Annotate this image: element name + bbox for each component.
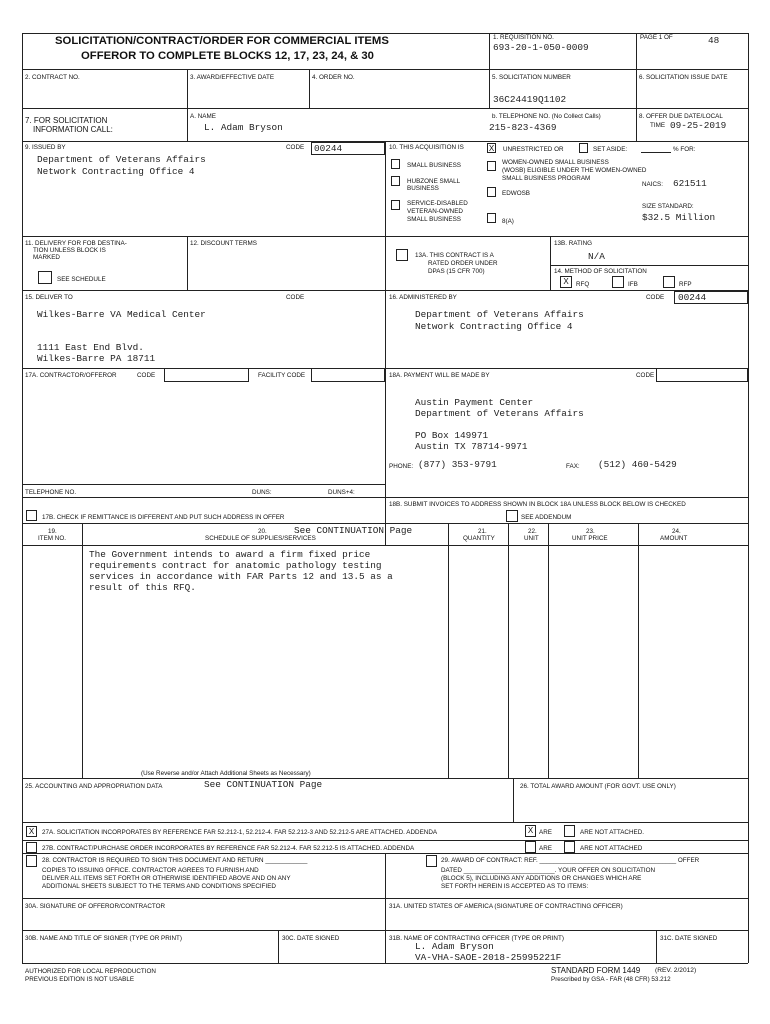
payment-code-label: CODE <box>636 372 655 379</box>
solicitation-issue-date-label: 6. SOLICITATION ISSUE DATE <box>639 74 728 81</box>
footer-prescribed: Prescribed by GSA - FAR (48 CFR) 53.212 <box>551 976 671 983</box>
ifb-label: IFB <box>628 281 638 288</box>
see-addendum-checkbox[interactable] <box>506 510 518 522</box>
block29-checkbox[interactable] <box>426 855 437 867</box>
page-total: 48 <box>708 35 720 46</box>
set-aside-label: SET ASIDE: <box>593 146 628 153</box>
offeror-date-signed-label: 30C. DATE SIGNED <box>282 935 340 942</box>
contact-name-value: L. Adam Bryson <box>204 122 283 133</box>
unrestricted-label: UNRESTRICTED OR <box>503 146 564 153</box>
co-name-line1: L. Adam Bryson <box>415 941 494 952</box>
delivery-fob-label-2: TION UNLESS BLOCK IS <box>33 247 106 254</box>
block27a-are-checkbox[interactable]: X <box>525 825 536 837</box>
payment-line4: Austin TX 78714-9971 <box>415 441 528 452</box>
hubzone-checkbox[interactable] <box>391 176 400 186</box>
signature-co-label: 31A. UNITED STATES OF AMERICA (SIGNATURE OF CONTRACTING OFFICER) <box>389 903 623 910</box>
acquisition-label: 10. THIS ACQUISITION IS <box>389 144 464 151</box>
rated-order-checkbox[interactable] <box>396 249 408 261</box>
signer-name-label: 30B. NAME AND TITLE OF SIGNER (TYPE OR PRINT) <box>25 935 182 942</box>
set-aside-checkbox[interactable] <box>579 143 588 153</box>
block27a-not-attached-label: ARE NOT ATTACHED. <box>580 829 645 836</box>
payment-phone-value: (877) 353-9791 <box>418 459 497 470</box>
wosb-label-3: SMALL BUSINESS PROGRAM <box>502 175 591 182</box>
telephone-label: b. TELEPHONE NO. (No Collect Calls) <box>492 113 601 120</box>
schedule-note: (Use Reverse and/or Attach Additional Sheets as Necessary) <box>141 770 311 777</box>
form-title-line1: SOLICITATION/CONTRACT/ORDER FOR COMMERCIAL ITEMS <box>55 35 389 47</box>
accounting-value: See CONTINUATION Page <box>204 779 323 790</box>
eight-a-checkbox[interactable] <box>487 213 496 223</box>
total-award-label: 26. TOTAL AWARD AMOUNT (FOR GOVT. USE ONLY) <box>520 783 676 790</box>
size-standard-label: SIZE STANDARD: <box>642 203 694 210</box>
information-call-label: INFORMATION CALL: <box>33 125 113 134</box>
co-name-line2: VA-VHA-SAOE-2018-25995221F <box>415 952 562 963</box>
administered-by-line2: Network Contracting Office 4 <box>415 321 573 332</box>
block29-line4: SET FORTH HEREIN IS ACCEPTED AS TO ITEMS: <box>441 883 589 890</box>
offer-due-time-label: TIME <box>650 122 666 129</box>
method-solicitation-label: 14. METHOD OF SOLICITATION <box>554 268 647 275</box>
hubzone-label-1: HUBZONE SMALL <box>407 178 461 185</box>
duns-label: DUNS: <box>252 489 272 496</box>
block27b-label: 27B. CONTRACT/PURCHASE ORDER INCORPORATES BY REFERENCE FAR 52.212-4. FAR 52.212-5 IS ATTACHED. ADDENDA <box>42 845 415 852</box>
submit-invoices-label: 18B. SUBMIT INVOICES TO ADDRESS SHOWN IN BLOCK 18A UNLESS BLOCK BELOW IS CHECKED <box>389 501 686 508</box>
award-date-label: 3. AWARD/EFFECTIVE DATE <box>190 74 275 81</box>
wosb-checkbox[interactable] <box>487 161 496 171</box>
offer-due-label: 8. OFFER DUE DATE/LOCAL <box>639 113 723 120</box>
col23-num: 23. <box>586 528 595 535</box>
issued-by-label: 9. ISSUED BY <box>25 144 66 151</box>
small-business-checkbox[interactable] <box>391 159 400 169</box>
page-label: PAGE 1 OF <box>640 34 673 41</box>
deliver-to-line1: Wilkes-Barre VA Medical Center <box>37 309 206 320</box>
small-business-label: SMALL BUSINESS <box>407 162 462 169</box>
administered-by-code-label: CODE <box>646 294 665 301</box>
offer-due-value: 09-25-2019 <box>670 120 727 131</box>
block28-line1: 28. CONTRACTOR IS REQUIRED TO SIGN THIS DOCUMENT AND RETURN ____________ <box>42 857 308 864</box>
rfp-label: RFP <box>679 281 692 288</box>
facility-code-label: FACILITY CODE <box>258 372 306 379</box>
schedule-desc-line3: services in accordance with FAR Parts 12 and 13.5 as a <box>89 571 393 582</box>
for-solicitation-label: 7. FOR SOLICITATION <box>25 116 108 125</box>
col23-label: UNIT PRICE <box>572 535 608 542</box>
block28-line2: COPIES TO ISSUING OFFICE. CONTRACTOR AGREES TO FURNISH AND <box>42 867 259 874</box>
eight-a-label: 8(A) <box>502 218 514 225</box>
requisition-no-label: 1. REQUISITION NO. <box>493 34 554 41</box>
block27a-checkbox[interactable]: X <box>26 826 37 837</box>
col22-num: 22. <box>528 528 537 535</box>
edwosb-checkbox[interactable] <box>487 187 496 197</box>
sdvosb-checkbox[interactable] <box>391 200 400 210</box>
contractor-code-box[interactable] <box>164 368 249 382</box>
payment-fax-label: FAX: <box>566 463 580 470</box>
block27b-are-label: ARE <box>539 845 552 852</box>
footer-previous-edition: PREVIOUS EDITION IS NOT USABLE <box>25 976 135 983</box>
rfp-checkbox[interactable] <box>663 276 675 288</box>
schedule-desc-line1: The Government intends to award a firm fixed price <box>89 549 371 560</box>
col20-label: SCHEDULE OF SUPPLIES/SERVICES <box>205 535 316 542</box>
telephone-value: 215-823-4369 <box>489 122 557 133</box>
rated-order-label-3: DPAS (15 CFR 700) <box>428 268 485 275</box>
col21-label: QUANTITY <box>463 535 495 542</box>
payment-phone-label: PHONE: <box>389 463 414 470</box>
block29-line3: (BLOCK 5), INCLUDING ANY ADDITIONS OR CHANGES WHICH ARE <box>441 875 642 882</box>
col19-num: 19. <box>48 528 57 535</box>
payment-line2: Department of Veterans Affairs <box>415 408 584 419</box>
block27a-label: 27A. SOLICITATION INCORPORATES BY REFERENCE FAR 52.212-1, 52.212-4. FAR 52.212-3 AND 52.212-5 ARE ATTACHED. ADDENDA <box>42 829 438 836</box>
facility-code-box[interactable] <box>311 368 385 382</box>
discount-terms-label: 12. DISCOUNT TERMS <box>190 240 257 247</box>
block28-checkbox[interactable] <box>26 855 37 867</box>
deliver-to-line2: 1111 East End Blvd. <box>37 342 144 353</box>
block28-line3: DELIVER ALL ITEMS SET FORTH OR OTHERWISE IDENTIFIED ABOVE AND ON ANY <box>42 875 291 882</box>
naics-value: 621511 <box>673 178 707 189</box>
schedule-desc-line4: result of this RFQ. <box>89 582 196 593</box>
administered-by-label: 16. ADMINISTERED BY <box>389 294 457 301</box>
payment-by-label: 18A. PAYMENT WILL BE MADE BY <box>389 372 490 379</box>
unrestricted-checkbox[interactable]: X <box>488 144 495 153</box>
deliver-to-code-label: CODE <box>286 294 305 301</box>
contractor-label: 17A. CONTRACTOR/OFFEROR <box>25 372 117 379</box>
footer-rev: (REV. 2/2012) <box>655 967 697 974</box>
co-name-label: 31B. NAME OF CONTRACTING OFFICER (TYPE OR PRINT) <box>389 935 564 942</box>
contract-no-label: 2. CONTRACT NO. <box>25 74 80 81</box>
co-date-signed-label: 31C. DATE SIGNED <box>660 935 718 942</box>
remittance-label: 17B. CHECK IF REMITTANCE IS DIFFERENT AND PUT SUCH ADDRESS IN OFFER <box>42 514 285 521</box>
footer-form-name: STANDARD FORM 1449 <box>551 966 641 975</box>
administered-by-line1: Department of Veterans Affairs <box>415 309 584 320</box>
contractor-code-label: CODE <box>137 372 156 379</box>
ifb-checkbox[interactable] <box>612 276 624 288</box>
deliver-to-line3: Wilkes-Barre PA 18711 <box>37 353 156 364</box>
solicitation-number-value: 36C24419Q1102 <box>493 94 567 105</box>
see-addendum-label: SEE ADDENDUM <box>521 514 572 521</box>
payment-line1: Austin Payment Center <box>415 397 534 408</box>
see-schedule-label: SEE SCHEDULE <box>57 276 106 283</box>
issued-by-code-label: CODE <box>286 144 305 151</box>
order-no-label: 4. ORDER NO. <box>312 74 355 81</box>
payment-code-box <box>656 368 748 382</box>
delivery-fob-label-3: MARKED <box>33 254 60 261</box>
percent-blank[interactable] <box>641 152 671 153</box>
block27b-not-attached-label: ARE NOT ATTACHED <box>580 845 643 852</box>
sdvosb-label-3: SMALL BUSINESS <box>407 216 462 223</box>
payment-fax-value: (512) 460-5429 <box>598 459 677 470</box>
edwosb-label: EDWOSB <box>502 190 530 197</box>
telephone-no-label: TELEPHONE NO. <box>25 489 77 496</box>
administered-by-code-value: 00244 <box>678 292 707 303</box>
rated-order-label-2: RATED ORDER UNDER <box>428 260 498 267</box>
delivery-fob-label-1: 11. DELIVERY FOR FOB DESTINA- <box>25 240 127 247</box>
accounting-label: 25. ACCOUNTING AND APPROPRIATION DATA <box>25 783 163 790</box>
remittance-checkbox[interactable] <box>26 510 37 521</box>
hubzone-label-2: BUSINESS <box>407 185 439 192</box>
block29-line1: 29. AWARD OF CONTRACT: REF. _______________________________________ OFFER <box>441 857 700 864</box>
schedule-desc-line2: requirements contract for anatomic pathology testing <box>89 560 382 571</box>
block27b-checkbox[interactable] <box>26 842 37 853</box>
block29-line2: DATED __________________________. YOUR OFFER ON SOLICITATION <box>441 867 656 874</box>
block27b-not-attached-checkbox[interactable] <box>564 841 575 853</box>
col21-num: 21. <box>478 528 487 535</box>
col20-num: 20. <box>258 528 267 535</box>
rated-order-label-1: 13A. THIS CONTRACT IS A <box>415 252 494 259</box>
duns4-label: DUNS+4: <box>328 489 355 496</box>
size-standard-value: $32.5 Million <box>642 212 716 223</box>
requisition-no-value: 693-20-1-050-0009 <box>493 42 589 53</box>
deliver-to-label: 15. DELIVER TO <box>25 294 73 301</box>
block27a-are-label: ARE <box>539 829 552 836</box>
rating-label: 13B. RATING <box>554 240 593 247</box>
col19-label: ITEM NO. <box>38 535 66 542</box>
payment-line3: PO Box 149971 <box>415 430 489 441</box>
issued-by-code-value: 00244 <box>314 143 343 154</box>
wosb-label-1: WOMEN-OWNED SMALL BUSINESS <box>502 159 609 166</box>
col24-num: 24. <box>672 528 681 535</box>
issued-by-line1: Department of Veterans Affairs <box>37 154 206 165</box>
wosb-label-2: (WOSB) ELIGIBLE UNDER THE WOMEN-OWNED <box>502 167 647 174</box>
solicitation-number-label: 5. SOLICITATION NUMBER <box>492 74 571 81</box>
col22-label: UNIT <box>524 535 539 542</box>
sdvosb-label-1: SERVICE-DISABLED <box>407 200 468 207</box>
rating-value: N/A <box>588 251 605 262</box>
footer-authorized: AUTHORIZED FOR LOCAL REPRODUCTION <box>25 968 156 975</box>
naics-label: NAICS: <box>642 181 663 188</box>
col24-label: AMOUNT <box>660 535 688 542</box>
percent-for-label: % FOR: <box>673 146 696 153</box>
block28-line4: ADDITIONAL SHEETS SUBJECT TO THE TERMS AND CONDITIONS SPECIFIED <box>42 883 276 890</box>
rfq-checkbox[interactable]: X <box>560 276 572 288</box>
sdvosb-label-2: VETERAN-OWNED <box>407 208 463 215</box>
block27b-are-checkbox[interactable] <box>525 841 536 853</box>
see-schedule-checkbox[interactable] <box>38 271 52 284</box>
block27a-not-attached-checkbox[interactable] <box>564 825 575 837</box>
issued-by-line2: Network Contracting Office 4 <box>37 166 195 177</box>
contact-name-label: A. NAME <box>190 113 216 120</box>
form-title-line2: OFFEROR TO COMPLETE BLOCKS 12, 17, 23, 24, & 30 <box>81 50 374 62</box>
signature-offeror-label: 30A. SIGNATURE OF OFFEROR/CONTRACTOR <box>25 903 166 910</box>
col20-value: See CONTINUATION Page <box>294 525 413 536</box>
rfq-label: RFQ <box>576 281 590 288</box>
